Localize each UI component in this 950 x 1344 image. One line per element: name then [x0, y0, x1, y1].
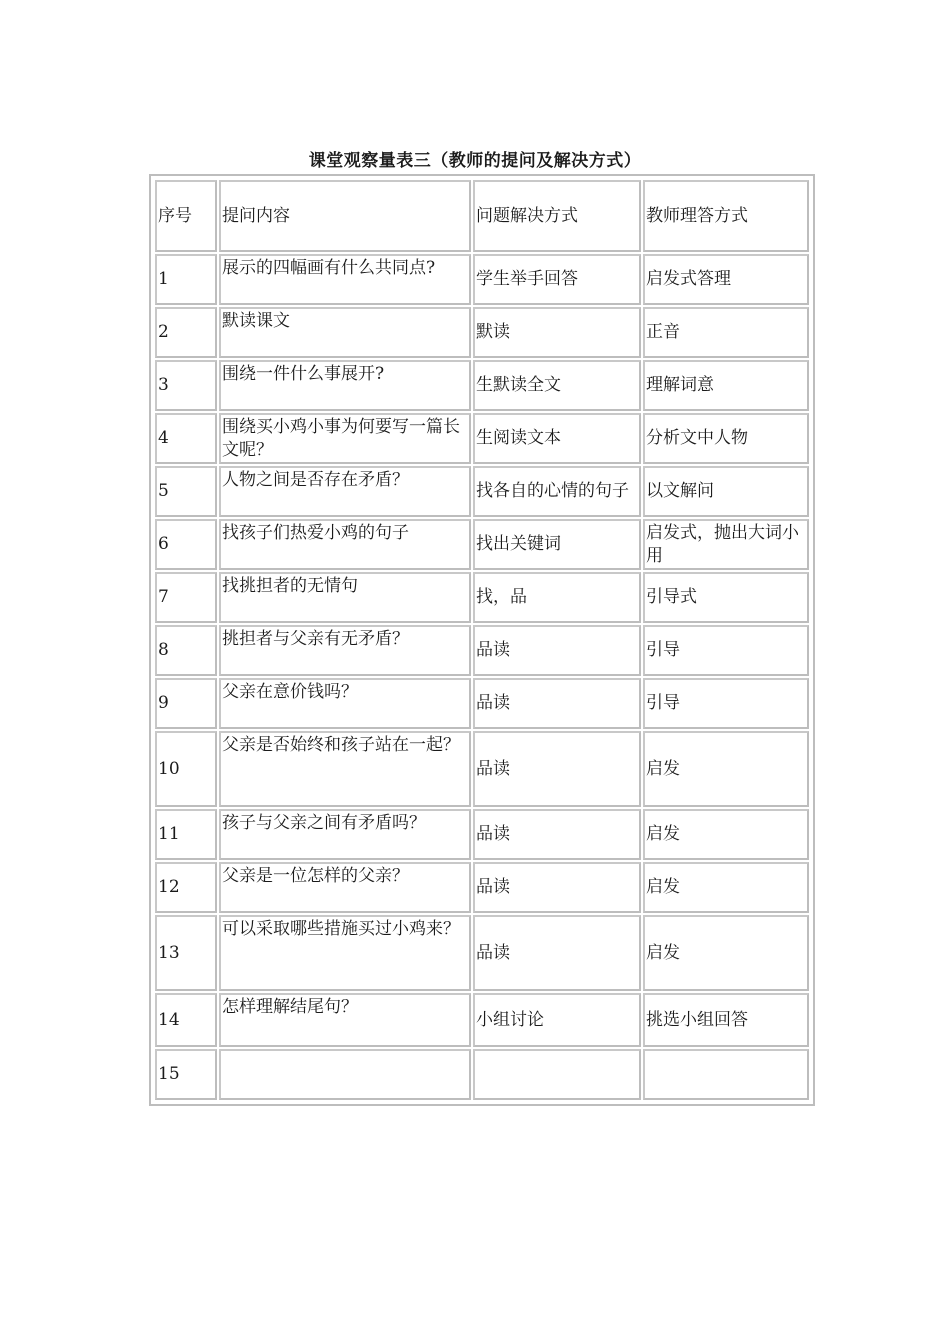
- table-row: [155, 809, 809, 860]
- cell-number: 1: [155, 254, 217, 305]
- cell-question: 父亲是否始终和孩子站在一起？: [219, 731, 471, 807]
- table-row: [155, 572, 809, 623]
- observation-table: [153, 178, 811, 1102]
- cell-number: 13: [155, 915, 217, 991]
- page-title: 课堂观察量表三（教师的提问及解决方式）: [308, 151, 642, 171]
- cell-question: 围绕一件什么事展开?: [219, 360, 471, 411]
- cell-solution: 找各自的心情的句子: [473, 466, 641, 517]
- cell-number: 5: [155, 466, 217, 517]
- observation-table-frame: [149, 174, 815, 1106]
- cell-number: 7: [155, 572, 217, 623]
- cell-question: [219, 1049, 471, 1100]
- cell-question: 父亲在意价钱吗？: [219, 678, 471, 729]
- cell-question: 怎样理解结尾句？: [219, 993, 471, 1047]
- table-row: [155, 307, 809, 358]
- cell-number: 14: [155, 993, 217, 1047]
- table-row: [155, 625, 809, 676]
- cell-number: 3: [155, 360, 217, 411]
- cell-solution: 生默读全文: [473, 360, 641, 411]
- table-row: [155, 915, 809, 991]
- cell-number: 11: [155, 809, 217, 860]
- cell-response: 理解词意: [643, 360, 809, 411]
- cell-solution: 品读: [473, 678, 641, 729]
- cell-question: 可以采取哪些措施买过小鸡来？: [219, 915, 471, 991]
- cell-response: 启发: [643, 862, 809, 913]
- cell-question: 默读课文: [219, 307, 471, 358]
- cell-solution: 生阅读文本: [473, 413, 641, 464]
- cell-response: 启发式答理: [643, 254, 809, 305]
- header-cell-response: 教师理答方式: [643, 180, 809, 252]
- cell-number: 10: [155, 731, 217, 807]
- cell-response: 启发: [643, 731, 809, 807]
- cell-question: 围绕买小鸡小事为何要写一篇长文呢？: [219, 413, 471, 464]
- cell-solution: 品读: [473, 809, 641, 860]
- cell-response: 挑选小组回答: [643, 993, 809, 1047]
- cell-response: 引导: [643, 625, 809, 676]
- cell-solution: 学生举手回答: [473, 254, 641, 305]
- table-header-row: [155, 180, 809, 252]
- cell-number: 9: [155, 678, 217, 729]
- cell-response: 分析文中人物: [643, 413, 809, 464]
- table-row: [155, 731, 809, 807]
- cell-number: 6: [155, 519, 217, 570]
- cell-response: [643, 1049, 809, 1100]
- cell-response: 启发: [643, 809, 809, 860]
- table-row: [155, 254, 809, 305]
- table-row: [155, 1049, 809, 1100]
- cell-solution: 品读: [473, 625, 641, 676]
- cell-solution: [473, 1049, 641, 1100]
- table-row: [155, 466, 809, 517]
- cell-number: 15: [155, 1049, 217, 1100]
- header-cell-solution: 问题解决方式: [473, 180, 641, 252]
- cell-solution: 小组讨论: [473, 993, 641, 1047]
- cell-question: 孩子与父亲之间有矛盾吗？: [219, 809, 471, 860]
- cell-response: 引导: [643, 678, 809, 729]
- table-row: [155, 993, 809, 1047]
- cell-solution: 默读: [473, 307, 641, 358]
- cell-question: 找孩子们热爱小鸡的句子: [219, 519, 471, 570]
- cell-solution: 品读: [473, 731, 641, 807]
- cell-question: 找挑担者的无情句: [219, 572, 471, 623]
- cell-question: 父亲是一位怎样的父亲？: [219, 862, 471, 913]
- table-row: [155, 678, 809, 729]
- table-row: [155, 413, 809, 464]
- cell-solution: 品读: [473, 862, 641, 913]
- header-cell-question: 提问内容: [219, 180, 471, 252]
- table-row: [155, 519, 809, 570]
- cell-question: 展示的四幅画有什么共同点?: [219, 254, 471, 305]
- header-cell-number: 序号: [155, 180, 217, 252]
- cell-number: 4: [155, 413, 217, 464]
- table-row: [155, 360, 809, 411]
- cell-solution: 找出关键词: [473, 519, 641, 570]
- cell-solution: 品读: [473, 915, 641, 991]
- cell-response: 引导式: [643, 572, 809, 623]
- cell-question: 人物之间是否存在矛盾？: [219, 466, 471, 517]
- cell-response: 正音: [643, 307, 809, 358]
- cell-response: 启发式，抛出大词小用: [643, 519, 809, 570]
- cell-number: 2: [155, 307, 217, 358]
- cell-number: 8: [155, 625, 217, 676]
- cell-solution: 找，品: [473, 572, 641, 623]
- cell-question: 挑担者与父亲有无矛盾？: [219, 625, 471, 676]
- cell-response: 启发: [643, 915, 809, 991]
- cell-number: 12: [155, 862, 217, 913]
- table-row: [155, 862, 809, 913]
- cell-response: 以文解问: [643, 466, 809, 517]
